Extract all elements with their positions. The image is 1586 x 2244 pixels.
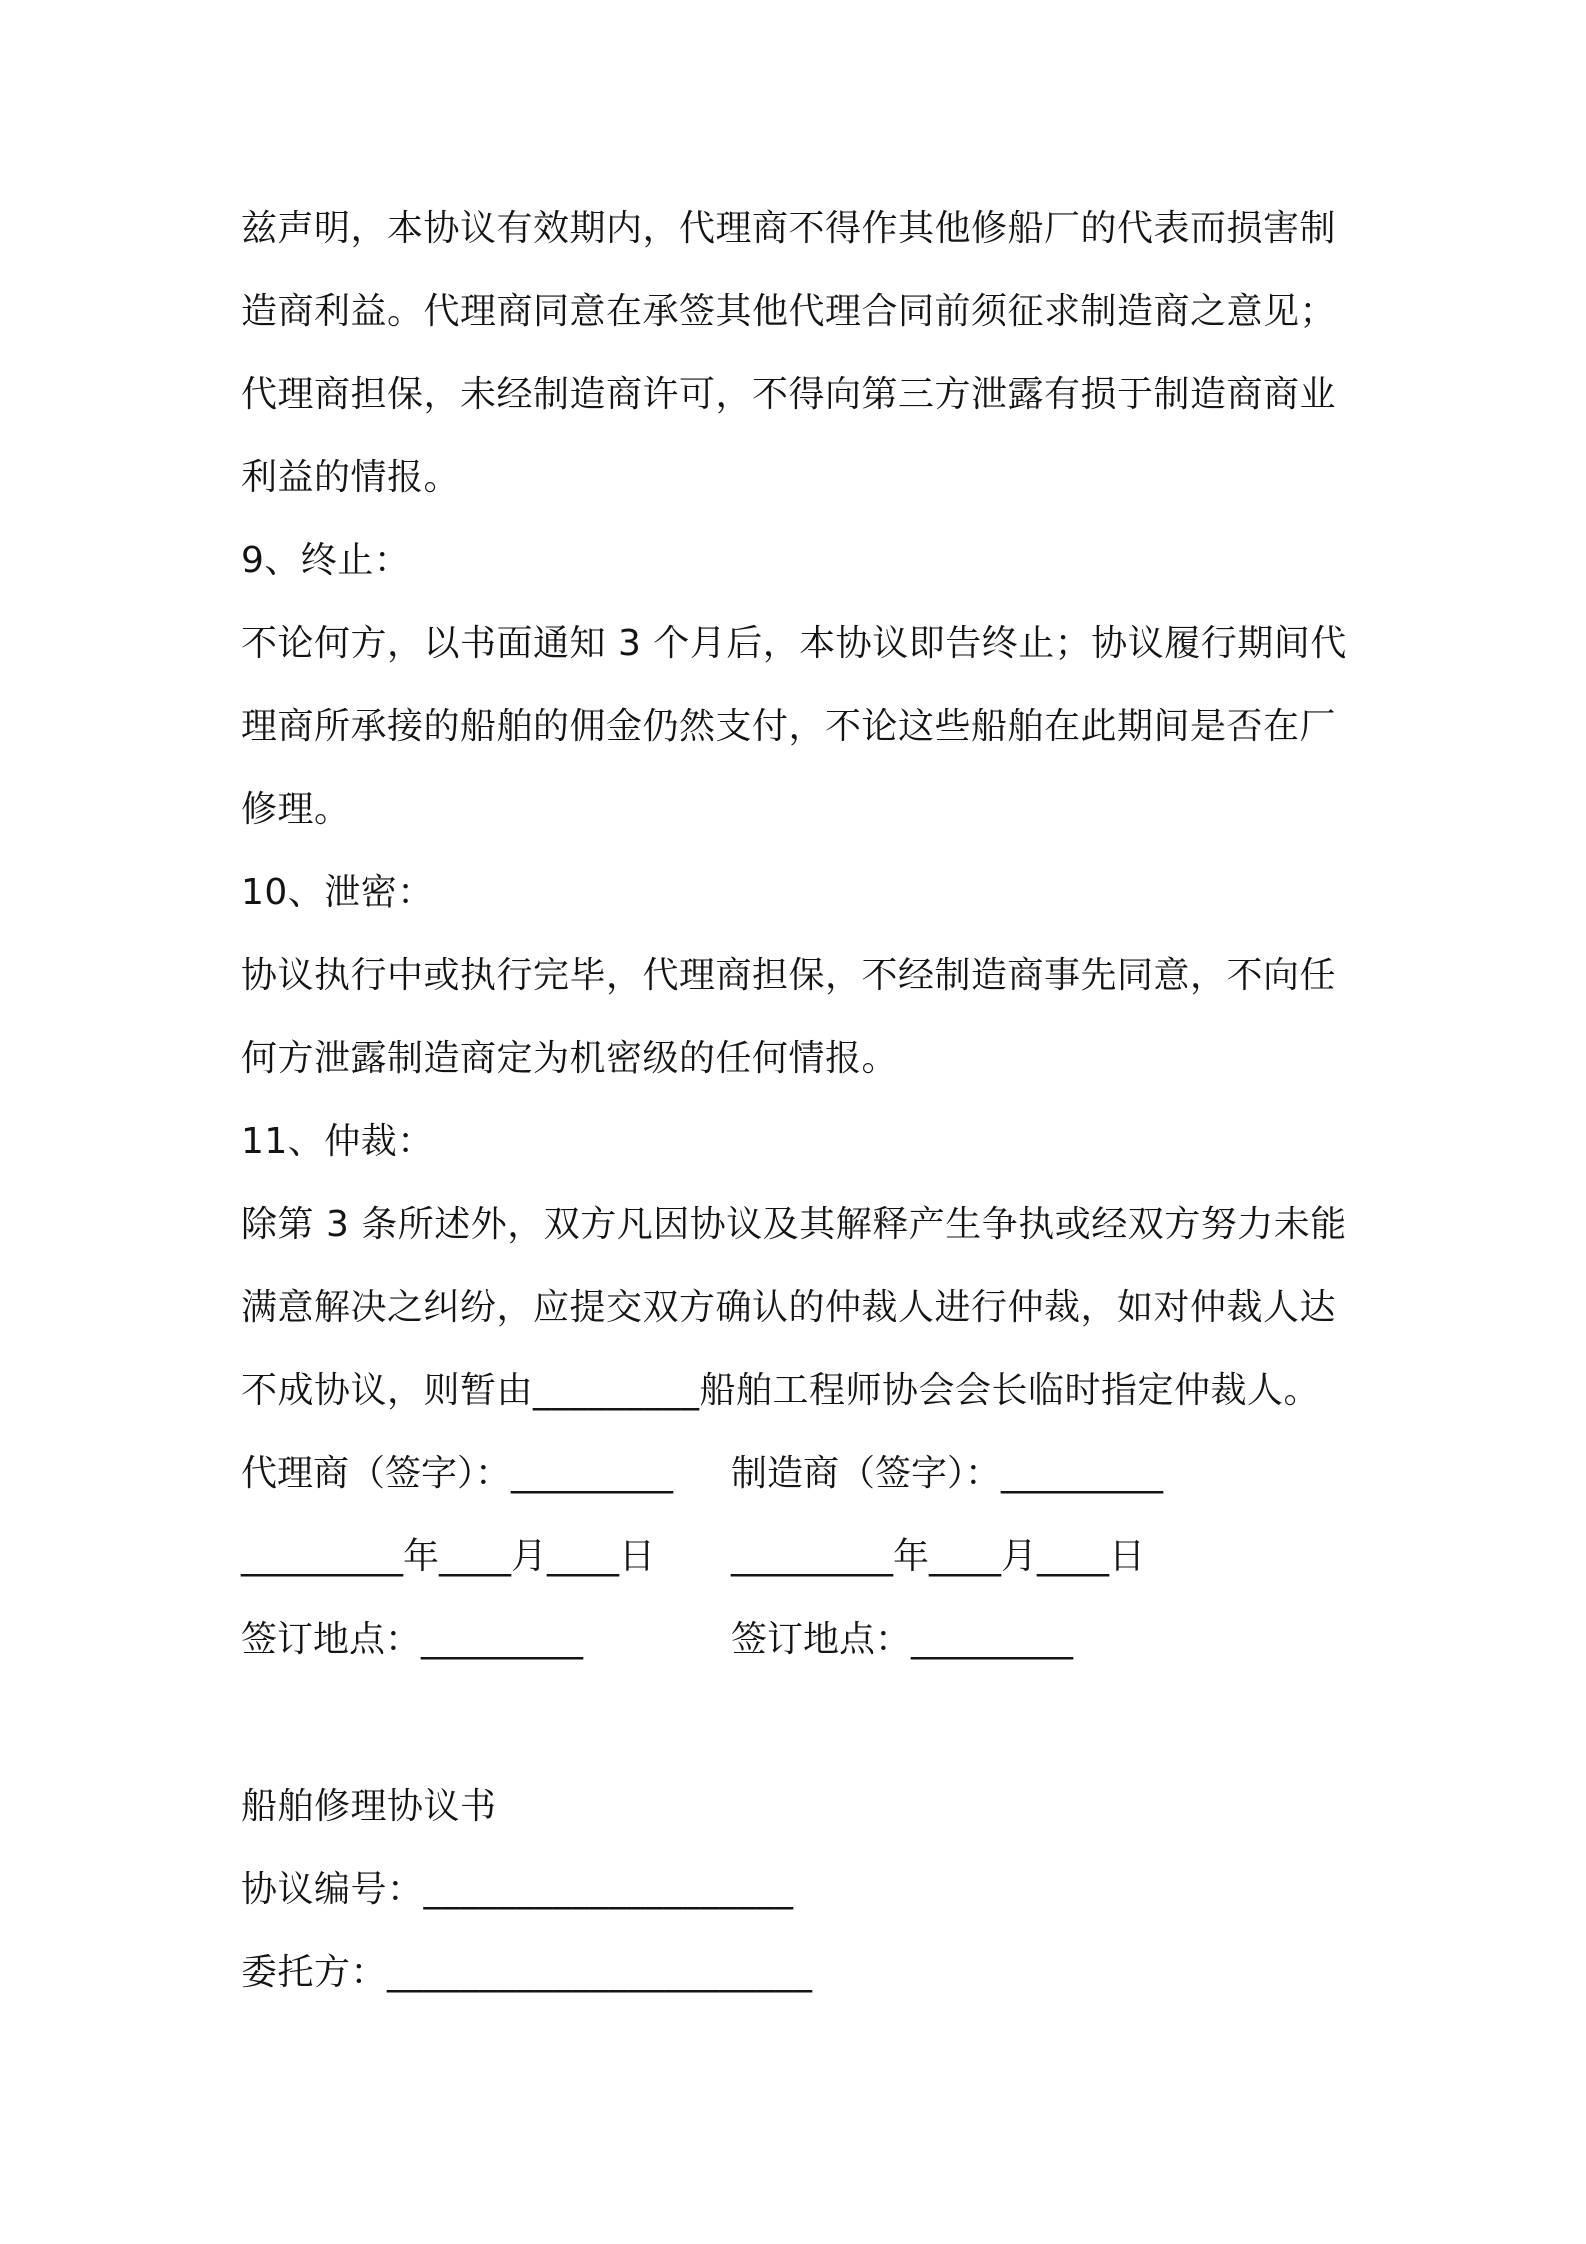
next-document xyxy=(241,1775,1361,2024)
text-line: 不论何方，以书面通知 3 个月后，本协议即告终止；协议履行期间代 xyxy=(241,623,1347,664)
section-9-heading: 9、终止： xyxy=(241,540,411,581)
section-10-heading: 10、泄密： xyxy=(241,872,434,913)
maker-date-field: _________年____月____日 xyxy=(731,1536,1145,1577)
text-line: 何方泄露制造商定为机密级的任何情报。 xyxy=(241,1038,899,1079)
text-line: 修理。 xyxy=(241,789,351,830)
date-row xyxy=(241,1525,1361,1608)
section-11-heading: 11、仲裁： xyxy=(241,1121,434,1162)
text-line: 除第 3 条所述外，双方凡因协议及其解释产生争执或经双方努力未能 xyxy=(241,1204,1347,1245)
text-line: 协议执行中或执行完毕，代理商担保，不经制造商事先同意，不向任 xyxy=(241,955,1337,996)
text-line: 代理商担保，未经制造商许可，不得向第三方泄露有损于制造商商业 xyxy=(241,374,1337,415)
client-field: 委托方：_______________________ xyxy=(241,1952,813,1993)
next-document-title: 船舶修理协议书 xyxy=(241,1786,497,1827)
section-10-body xyxy=(241,944,1361,1110)
agreement-number-field: 协议编号：____________________ xyxy=(241,1869,794,1910)
text-line: 兹声明，本协议有效期内，代理商不得作其他修船厂的代表而损害制 xyxy=(241,208,1337,249)
signature-block xyxy=(241,1442,1361,1691)
text-line: 满意解决之纠纷，应提交双方确认的仲裁人进行仲裁，如对仲裁人达 xyxy=(241,1287,1337,1328)
text-line: 不成协议，则暂由_________船舶工程师协会会长临时指定仲裁人。 xyxy=(241,1370,1321,1411)
text-line: 理商所承接的船舶的佣金仍然支付，不论这些船舶在此期间是否在厂 xyxy=(241,706,1337,747)
signature-row xyxy=(241,1442,1361,1525)
text-line: 造商利益。代理商同意在承签其他代理合同前须征求制造商之意见； xyxy=(241,291,1337,332)
section-9-body xyxy=(241,612,1361,861)
paragraph-8 xyxy=(241,197,1361,529)
maker-signature-field: 制造商（签字）：_________ xyxy=(731,1453,1164,1494)
text-line: 利益的情报。 xyxy=(241,457,461,498)
section-spacer xyxy=(241,1691,1361,1775)
section-11-body xyxy=(241,1193,1361,1442)
agent-place-field: 签订地点：_________ xyxy=(241,1619,584,1660)
document-body xyxy=(241,197,1361,2024)
agent-signature-field: 代理商（签字）：_________ xyxy=(241,1453,674,1494)
place-row xyxy=(241,1608,1361,1691)
maker-place-field: 签订地点：_________ xyxy=(731,1619,1074,1660)
agent-date-field: _________年____月____日 xyxy=(241,1536,655,1577)
